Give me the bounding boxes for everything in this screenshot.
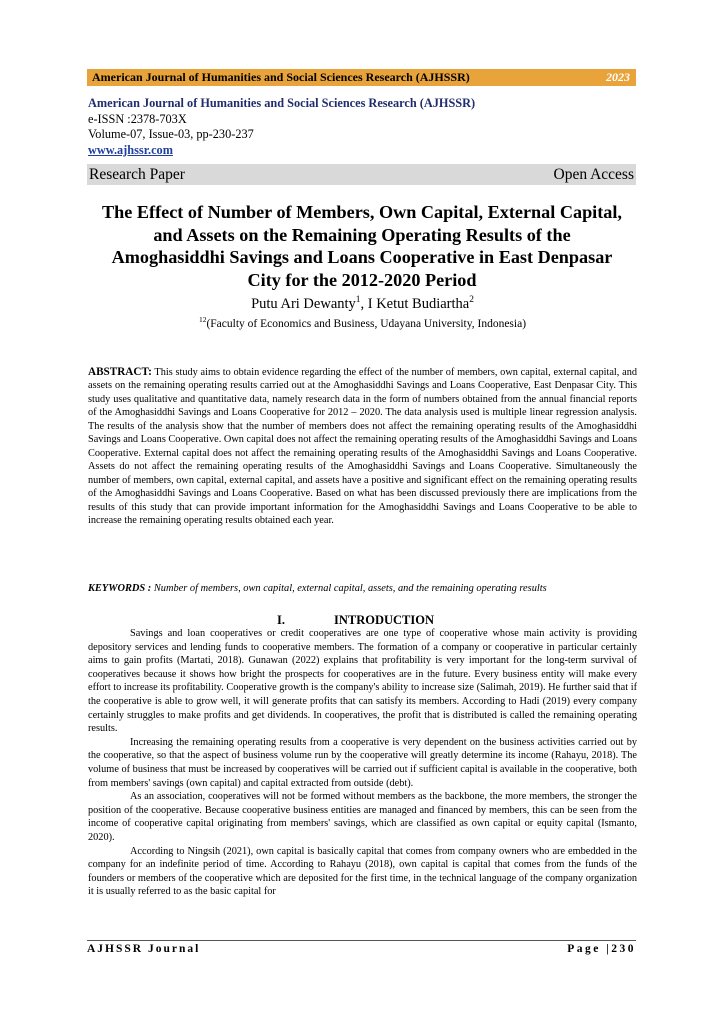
open-access-label: Open Access [553, 165, 634, 183]
footer-page-number: 230 [611, 943, 636, 955]
keywords-text: Number of members, own capital, external capital, assets, and the remaining operating results [151, 583, 547, 594]
keywords [88, 583, 648, 594]
journal-url-link[interactable]: www.ajhssr.com [88, 142, 173, 157]
journal-volume: Volume-07, Issue-03, pp-230-237 [88, 127, 254, 141]
affiliation [88, 315, 637, 330]
affiliation-text: (Faculty of Economics and Business, Udayana University, Indonesia) [206, 318, 527, 330]
keywords-label: KEYWORDS : [88, 583, 152, 594]
page-footer [87, 940, 636, 955]
paragraph-3: As an association, cooperatives will not be formed without members as the backbone, the more members, the stronger the position of the cooperative. Because cooperative business entities are managed and financed by members, this can be seen from the income of cooperative capital originating from members' savings, which are classified as own capital or equity capital (Ismanto, 2020). [88, 791, 637, 843]
paper-title: The Effect of Number of Members, Own Capital, External Capital, and Assets on the Remaining Operating Results of the Amoghasiddhi Savings and Loans Cooperative in East Denpasar City for the 2012-2020 Period [102, 202, 622, 290]
abstract-text: This study aims to obtain evidence regarding the effect of the number of members, own capital, external capital, and assets on the remaining operating results carried out at the Amoghasiddhi Savings and Loans Cooperative, East Denpasar City. This study uses qualitative and quantitative data, namely research data in the form of numbers obtained from the annual financial reports of the Amoghasiddhi Savings and Loans Cooperative for 2012 – 2020. The data analysis used is multiple linear regression analysis. The results of the analysis show that the number of members does not affect the remaining operating results of the Amoghasiddhi Savings and Loans Cooperative. Own capital does not affect the remaining operating results of the Amoghasiddhi Savings and Loans Cooperative. External capital does not affect the remaining operating results of the Amoghasiddhi Savings and Loans Cooperative. Assets do not affect the remaining operating results of the Amoghasiddhi Savings and Loans Cooperative. Simultaneously the number of members, own capital, external capital, and assets have a positive and significant effect on the remaining operating results of the Amoghasiddhi Savings and Loans Cooperative. Based on what has been discussed previously there are implications from the results of this study that can provide important information for the Amoghasiddhi Savings and Loans Cooperative to be able to increase the remaining operating results obtained each year. [88, 367, 637, 526]
footer-page [567, 943, 636, 955]
header-year: 2023 [606, 70, 630, 84]
author-2: I Ketut Budiartha [367, 296, 470, 312]
paper-type-label: Research Paper [89, 165, 185, 183]
paper-type-bar [87, 164, 636, 185]
paragraph-2: Increasing the remaining operating results from a cooperative is very dependent on the business activities carried out by the cooperative, so that the aspect of business volume run by the cooperative will greatly determine its income (Rahayu, 2018). The volume of business that must be increased by cooperatives will be carried out if sufficient capital is available in the cooperative, both from members' savings (own capital) and capital extracted from outside (debt). [88, 736, 637, 789]
footer-page-label: Page | [567, 943, 612, 955]
section-title: INTRODUCTION [334, 613, 435, 627]
author-2-sup: 2 [469, 295, 474, 306]
author-1: Putu Ari Dewanty [251, 296, 356, 312]
paragraph-1: Savings and loan cooperatives or credit cooperatives are one type of cooperative whose main activity is providing depository services and lending funds to cooperative members. The formation of a company or cooperative in particular certainly aims to gain profits (Martati, 2018). Gunawan (2022) explains that profitability is very important for the long-term survival of cooperatives because it shows how bright the prospects for cooperatives are in the future. Every business entity will make every effort to increase its profitability. Cooperative growth is the company's ability to increase size (Salimah, 2019). He further said that if the cooperative is able to grow well, it will generate profits that can satisfy its members. According to Hadi (2019) every company certainly struggles to make profits and get dividends. In cooperatives, the profit that is distributed is called the remaining operating results. [88, 628, 637, 735]
introduction-body [88, 627, 637, 899]
section-heading [277, 613, 434, 628]
journal-info [88, 96, 475, 158]
authors [88, 296, 637, 313]
paragraph-4: According to Ningsih (2021), own capital is basically capital that comes from company owners who are embedded in the company for an indefinite period of time. According to Rahayu (2018), own capital is capital that comes from the funds of the founders or members of the cooperative which are deposited for the first time, in the technical language of the company organization it is usually referred to as the basic capital for [88, 845, 637, 898]
journal-issn: e-ISSN :2378-703X [88, 111, 187, 126]
abstract-label: ABSTRACT: [88, 366, 152, 378]
affiliation-sup: 12 [198, 315, 207, 325]
abstract [88, 366, 637, 527]
section-number: I. [277, 613, 285, 627]
author-separator: , [360, 296, 368, 312]
journal-header-bar [87, 69, 636, 86]
footer-journal: AJHSSR Journal [87, 943, 201, 955]
header-journal-name: American Journal of Humanities and Social Sciences Research (AJHSSR) [92, 70, 470, 84]
journal-name: American Journal of Humanities and Social Sciences Research (AJHSSR) [88, 96, 476, 110]
author-1-sup: 1 [355, 295, 361, 306]
